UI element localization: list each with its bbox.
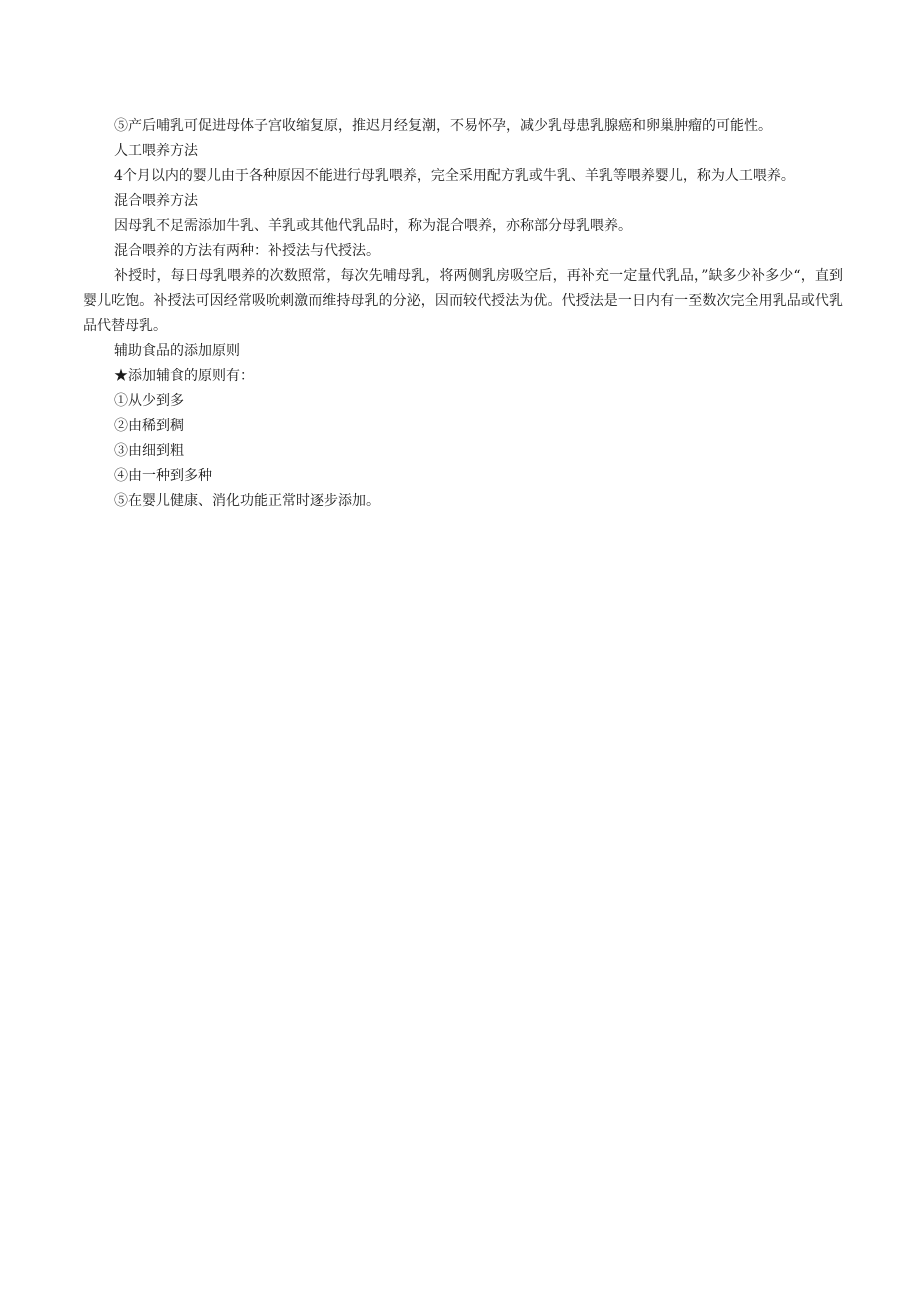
document-body xyxy=(83,114,843,514)
paragraph-breastfeeding-benefit: ⑤产后哺乳可促进母体子宫收缩复原，推迟月经复潮，不易怀孕，减少乳母患乳腺癌和卵巢肿瘤的可能性。 xyxy=(114,118,772,134)
paragraph-principles-intro: ★添加辅食的原则有： xyxy=(114,368,254,384)
paragraph-artificial-feeding: 4个月以内的婴儿由于各种原因不能进行母乳喂养，完全采用配方乳或牛乳、羊乳等喂养婴儿，称为人工喂养。 xyxy=(114,168,795,184)
list-item-principle-5: ⑤在婴儿健康、消化功能正常时逐步添加。 xyxy=(114,493,380,509)
list-item-principle-3: ③由细到粗 xyxy=(114,443,184,459)
paragraph-mixed-feeding-definition: 因母乳不足需添加牛乳、羊乳或其他代乳品时，称为混合喂养，亦称部分母乳喂养。 xyxy=(114,218,632,234)
list-item-principle-1: ①从少到多 xyxy=(114,393,184,409)
heading-artificial-feeding: 人工喂养方法 xyxy=(114,143,198,159)
heading-mixed-feeding: 混合喂养方法 xyxy=(114,193,198,209)
heading-complementary-food: 辅助食品的添加原则 xyxy=(114,343,240,359)
list-item-principle-2: ②由稀到稠 xyxy=(114,418,184,434)
list-item-principle-4: ④由一种到多种 xyxy=(114,468,212,484)
paragraph-supplement-method: 补授时，每日母乳喂养的次数照常，每次先哺母乳，将两侧乳房吸空后，再补充一定量代乳品，”缺多少补多少“，直到婴儿吃饱。补授法可因经常吸吮刺激而维持母乳的分泌，因而较代授法为优。代授法是一日内有一至数次完全用乳品或代乳品代替母乳。 xyxy=(83,268,843,334)
paragraph-mixed-feeding-methods: 混合喂养的方法有两种：补授法与代授法。 xyxy=(114,243,380,259)
